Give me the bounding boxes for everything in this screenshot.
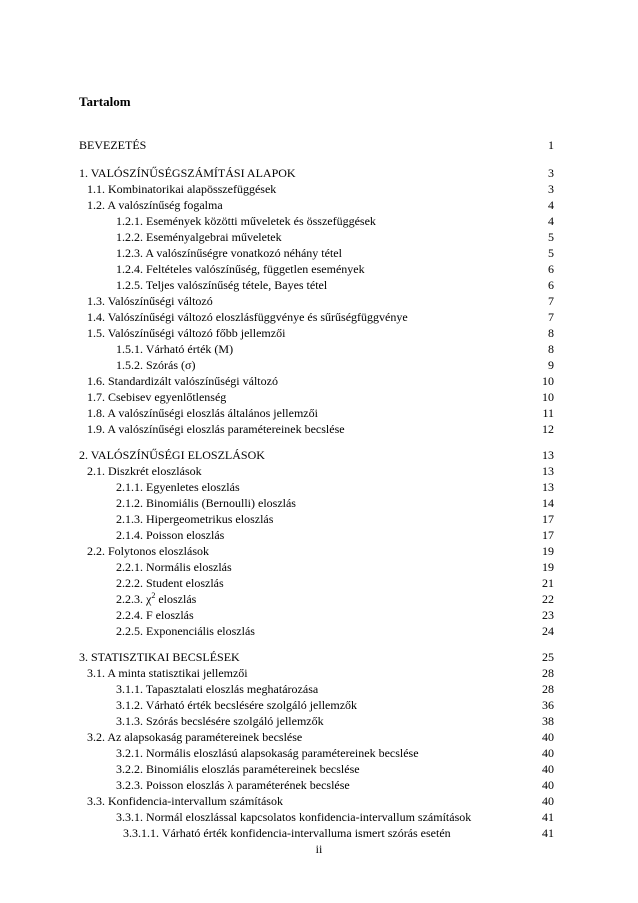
- toc-entry-page-number: 41: [542, 826, 554, 840]
- toc-entry-label: [87, 389, 226, 405]
- toc-entry-text: 1.3. Valószínűségi változó: [87, 294, 213, 308]
- toc-entry-page-number: 8: [548, 342, 554, 356]
- toc-entry-text: 2.2.4. F eloszlás: [116, 608, 194, 622]
- toc-entry-page-number: 13: [542, 448, 554, 462]
- toc-entry-page-number: 1: [548, 138, 554, 152]
- toc-entry-page-number: 4: [548, 198, 554, 212]
- toc-entry: [0, 761, 638, 777]
- toc-entry-text: 3.1.3. Szórás becslésére szolgáló jellemzők: [116, 714, 324, 728]
- toc-entry: [0, 665, 638, 681]
- toc-entry-page-number: 40: [542, 794, 554, 808]
- toc-entry: [0, 197, 638, 213]
- toc-entry-text: 3.1. A minta statisztikai jellemzői: [87, 666, 248, 680]
- toc-entry-page-number: 28: [542, 682, 554, 696]
- toc-entry-page-number: 28: [542, 666, 554, 680]
- toc-entry-label: [87, 181, 276, 197]
- toc-entry-label: [116, 495, 296, 511]
- toc-entry: [0, 463, 638, 479]
- toc-entry-label: [87, 197, 223, 213]
- toc-entry-text: 1.2.3. A valószínűségre vonatkozó néhány tétel: [116, 246, 342, 260]
- toc-entry: [0, 165, 638, 181]
- toc-entry-text: 1. VALÓSZÍNŰSÉGSZÁMÍTÁSI ALAPOK: [79, 166, 296, 180]
- toc-entry-text: 1.2.1. Események közötti műveletek és összefüggések: [116, 214, 376, 228]
- toc-entry-label: [87, 293, 213, 309]
- page-title: Tartalom: [79, 94, 131, 109]
- toc-entry: [0, 181, 638, 197]
- toc-entry-text: 2.1.4. Poisson eloszlás: [116, 528, 225, 542]
- toc-entry-text: 2.1.1. Egyenletes eloszlás: [116, 480, 240, 494]
- toc-entry-page-number: 19: [542, 544, 554, 558]
- toc-entry-text-suffix: eloszlás: [155, 592, 197, 606]
- toc-entry-label: [116, 261, 365, 277]
- toc-entry-text: 3.3.1.1. Várható érték konfidencia-intervalluma ismert szórás esetén: [123, 826, 451, 840]
- toc-entry-page-number: 5: [548, 246, 554, 260]
- toc-entry-page-number: 40: [542, 762, 554, 776]
- toc-entry-label: [79, 165, 296, 181]
- toc-entry-page-number: 36: [542, 698, 554, 712]
- toc-entry-page-number: 41: [542, 810, 554, 824]
- toc-entry-label: [87, 463, 202, 479]
- toc-entry-text: 3.2.1. Normális eloszlású alapsokaság paramétereinek becslése: [116, 746, 419, 760]
- toc-entry-text: 2.1.3. Hipergeometrikus eloszlás: [116, 512, 274, 526]
- toc-entry-page-number: 10: [542, 374, 554, 388]
- toc-entry-text: 2.2.1. Normális eloszlás: [116, 560, 232, 574]
- toc-entry: [0, 277, 638, 293]
- toc-entry-label: [116, 607, 194, 623]
- toc-entry-text: 3. STATISZTIKAI BECSLÉSEK: [79, 650, 240, 664]
- toc-entry-label: [116, 357, 195, 373]
- toc-entry-page-number: 7: [548, 310, 554, 324]
- toc-entry-label: [116, 559, 232, 575]
- toc-entry: [0, 261, 638, 277]
- toc-entry: [0, 213, 638, 229]
- toc-entry-page-number: 25: [542, 650, 554, 664]
- toc-entry-page-number: 22: [542, 592, 554, 606]
- toc-entry-label: [87, 665, 248, 681]
- toc-entry-text: 2.2.5. Exponenciális eloszlás: [116, 624, 255, 638]
- toc-entry: [0, 389, 638, 405]
- toc-entry-text: 1.8. A valószínűségi eloszlás általános jellemzői: [87, 406, 318, 420]
- toc-entry-page-number: 3: [548, 182, 554, 196]
- toc-entry-page-number: 8: [548, 326, 554, 340]
- toc-entry-label: [87, 309, 408, 325]
- toc-entry-page-number: 9: [548, 358, 554, 372]
- toc-entry-text: 1.1. Kombinatorikai alapösszefüggések: [87, 182, 277, 196]
- toc-entry-label: [116, 761, 360, 777]
- toc-entry: [0, 511, 638, 527]
- toc-entry: [0, 745, 638, 761]
- toc-entry-page-number: 40: [542, 746, 554, 760]
- toc-entry-text: 1.5. Valószínűségi változó főbb jellemzői: [87, 326, 286, 340]
- toc-entry-label: [116, 245, 342, 261]
- toc-entry: [0, 793, 638, 809]
- toc-entry-text: 1.2.2. Eseményalgebrai műveletek: [116, 230, 282, 244]
- toc-entry-page-number: 12: [542, 422, 554, 436]
- toc-entry-text: 2.1.2. Binomiális (Bernoulli) eloszlás: [116, 496, 296, 510]
- toc-entry-text: 1.2.4. Feltételes valószínűség, független események: [116, 262, 365, 276]
- toc-entry-page-number: 40: [542, 778, 554, 792]
- toc-entry-label: [87, 373, 278, 389]
- toc-entry-text: 3.3. Konfidencia-intervallum számítások: [87, 794, 283, 808]
- toc-entry-superscript: 2: [151, 591, 156, 600]
- toc-entry-text: 1.2. A valószínűség fogalma: [87, 198, 223, 212]
- toc-entry-page-number: 6: [548, 262, 554, 276]
- toc-entry-label: [116, 697, 357, 713]
- toc-entry: [0, 681, 638, 697]
- toc-entry: [0, 325, 638, 341]
- toc-entry-label: [116, 479, 240, 495]
- toc-entry-label: [116, 713, 324, 729]
- toc-entry-text: 2.2.3. χ: [116, 592, 152, 606]
- toc-entry-page-number: 21: [542, 576, 554, 590]
- toc-entry-text: 3.1.2. Várható érték becslésére szolgáló jellemzők: [116, 698, 358, 712]
- toc-entry-text: 3.2.3. Poisson eloszlás λ paraméterének becslése: [116, 778, 350, 792]
- toc-entry: [0, 421, 638, 437]
- toc-entry-text: 1.7. Csebisev egyenlőtlenség: [87, 390, 227, 404]
- toc-entry-text: 3.3.1. Normál eloszlással kapcsolatos konfidencia-intervallum számítások: [116, 810, 472, 824]
- toc-entry-page-number: 24: [542, 624, 554, 638]
- toc-entry-text: 2. VALÓSZÍNŰSÉGI ELOSZLÁSOK: [79, 448, 265, 462]
- toc-entry-page-number: 14: [542, 496, 554, 510]
- toc-entry-text: BEVEZETÉS: [79, 138, 147, 152]
- toc-entry-page-number: 4: [548, 214, 554, 228]
- toc-entry-label: [123, 825, 451, 841]
- toc-entry: [0, 137, 638, 153]
- toc-entry-label: [116, 213, 376, 229]
- toc-entry-text: 2.2.2. Student eloszlás: [116, 576, 224, 590]
- toc-entry-text: 3.2.2. Binomiális eloszlás paramétereinek becslése: [116, 762, 360, 776]
- toc-entry-label: [116, 341, 233, 357]
- toc-entry-page-number: 5: [548, 230, 554, 244]
- toc-entry-page-number: 7: [548, 294, 554, 308]
- toc-entry-label: [116, 681, 318, 697]
- toc-entry: [0, 293, 638, 309]
- toc-entry-text: 2.2. Folytonos eloszlások: [87, 544, 209, 558]
- toc-entry: [0, 777, 638, 793]
- toc-entry-label: [116, 277, 327, 293]
- toc-entry-label: [87, 405, 318, 421]
- toc-entry: [0, 229, 638, 245]
- toc-entry-label: [79, 447, 265, 463]
- toc-entry: [0, 405, 638, 421]
- toc-entry-page-number: 38: [542, 714, 554, 728]
- toc-entry: [0, 447, 638, 463]
- toc-entry: [0, 543, 638, 559]
- toc-entry: [0, 575, 638, 591]
- toc-entry-text: 1.2.5. Teljes valószínűség tétele, Bayes tétel: [116, 278, 328, 292]
- toc-entry: [0, 527, 638, 543]
- toc-entry-label: [79, 649, 240, 665]
- toc-entry-page-number: 6: [548, 278, 554, 292]
- toc-entry: [0, 591, 638, 607]
- toc-entry-text: 1.4. Valószínűségi változó eloszlásfüggvénye és sűrűségfüggvénye: [87, 310, 408, 324]
- toc-entry: [0, 357, 638, 373]
- toc-entry: [0, 495, 638, 511]
- toc-entry-label: [116, 809, 471, 825]
- toc-entry-label: [116, 745, 419, 761]
- toc-entry-text: 2.1. Diszkrét eloszlások: [87, 464, 202, 478]
- toc-entry-label: [116, 777, 350, 793]
- toc-entry: [0, 559, 638, 575]
- toc-entry-label: [116, 511, 273, 527]
- toc-entry-label: [116, 527, 224, 543]
- toc-entry: [0, 341, 638, 357]
- toc-entry-page-number: 13: [542, 464, 554, 478]
- toc-entry-label: [87, 325, 285, 341]
- toc-entry-label: [116, 575, 224, 591]
- toc-entry-label: [87, 543, 209, 559]
- toc-entry-page-number: 40: [542, 730, 554, 744]
- toc-entry-text: 1.5.1. Várható érték (M): [116, 342, 234, 356]
- toc-entry: [0, 809, 638, 825]
- toc-entry-page-number: 19: [542, 560, 554, 574]
- toc-entry-page-number: 13: [542, 480, 554, 494]
- toc-entry-text: 3.1.1. Tapasztalati eloszlás meghatározása: [116, 682, 319, 696]
- toc-entry-label: [79, 137, 146, 153]
- toc-entry: [0, 825, 638, 841]
- toc-entry-label: [116, 229, 282, 245]
- toc-entry-label: [116, 623, 255, 639]
- toc-entry-page-number: 11: [542, 406, 554, 420]
- toc-entry-text: 1.6. Standardizált valószínűségi változó: [87, 374, 278, 388]
- toc-entry: [0, 373, 638, 389]
- toc-entry: [0, 729, 638, 745]
- toc-entry-page-number: 3: [548, 166, 554, 180]
- toc-entry-page-number: 17: [542, 528, 554, 542]
- page-number: ii: [315, 842, 323, 856]
- toc-entry: [0, 309, 638, 325]
- toc-entry: [0, 623, 638, 639]
- toc-entry-text: 1.9. A valószínűségi eloszlás paramétereinek becslése: [87, 422, 345, 436]
- toc-entry-label: [87, 421, 345, 437]
- toc-entry-label: [87, 793, 283, 809]
- toc-entry-label: [87, 729, 302, 745]
- toc-entry-page-number: 17: [542, 512, 554, 526]
- toc-entry: [0, 245, 638, 261]
- toc-entry: [0, 697, 638, 713]
- toc-entry-text: 1.5.2. Szórás (σ): [116, 358, 196, 372]
- toc-entry: [0, 649, 638, 665]
- toc-entry: [0, 479, 638, 495]
- toc-entry-page-number: 23: [542, 608, 554, 622]
- toc-entry-page-number: 10: [542, 390, 554, 404]
- toc-entry: [0, 713, 638, 729]
- toc-entry: [0, 607, 638, 623]
- toc-entry-text: 3.2. Az alapsokaság paramétereinek becslése: [87, 730, 303, 744]
